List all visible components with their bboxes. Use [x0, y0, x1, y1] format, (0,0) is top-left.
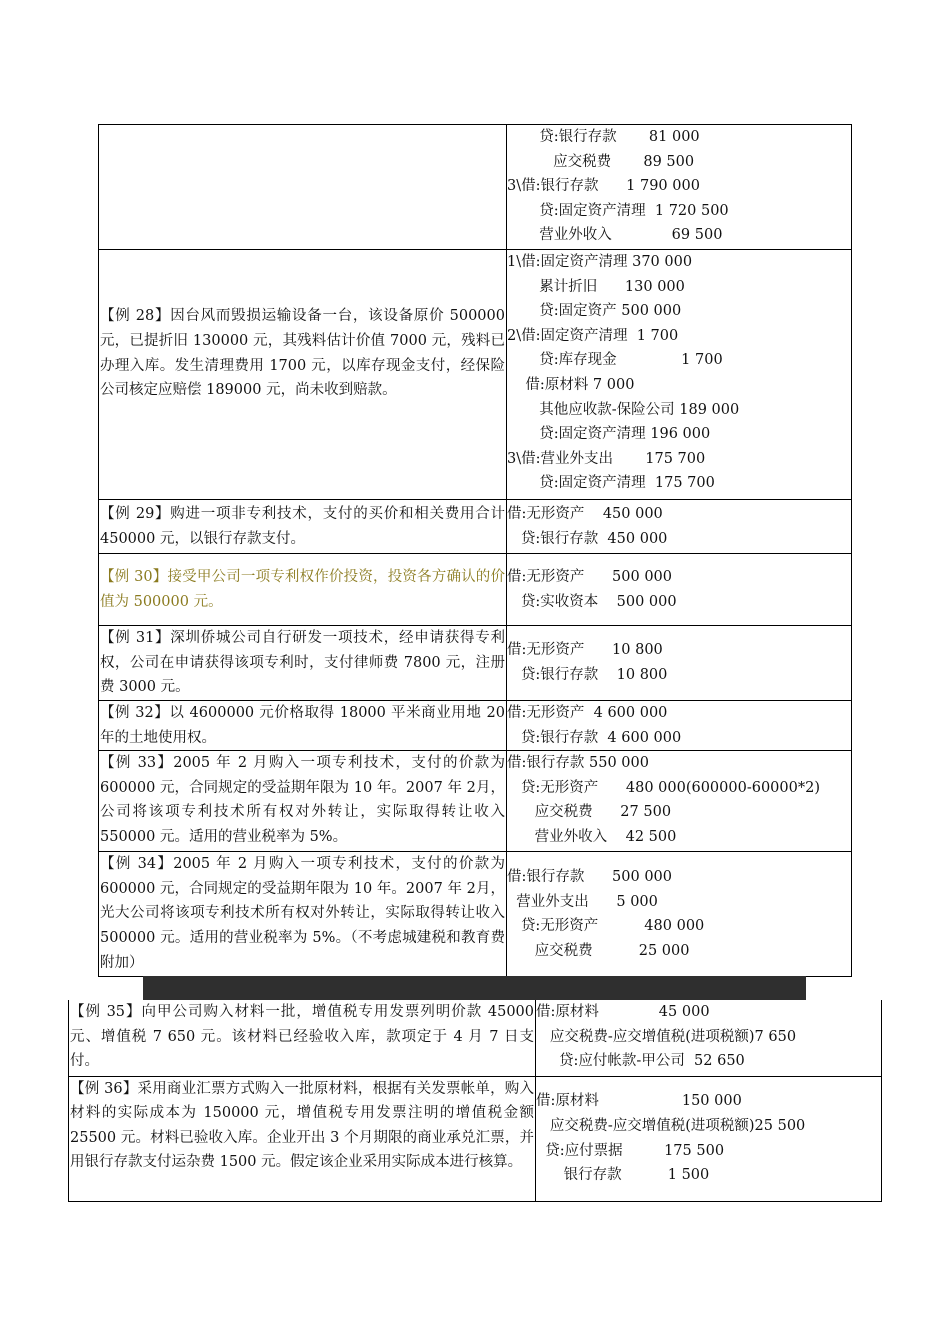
entry-line: 营业外收入 69 500: [507, 227, 723, 244]
entry-line: 借:无形资产 450 000: [507, 505, 663, 522]
question-cell: 【例 32】以 4600000 元价格取得 18000 平米商业用地 20年的土地使用权。: [99, 701, 507, 751]
entry-line: 累计折旧 130 000: [507, 278, 685, 295]
entry-line: 贷:应付票据 175 500: [536, 1142, 725, 1159]
entry-line: 贷:无形资产 480 000(600000-60000*2): [507, 779, 820, 796]
table-row: [99, 701, 852, 751]
page-divider-bar: [143, 976, 806, 1000]
journal-table-lower: [68, 1000, 882, 1202]
entry-line: 其他应收款-保险公司 189 000: [507, 401, 740, 418]
entry-line: 营业外支出 5 000: [507, 893, 658, 910]
entry-line: 营业外收入 42 500: [507, 828, 677, 845]
question-cell: [99, 250, 507, 500]
entry-line: 贷:银行存款 81 000: [507, 129, 700, 145]
entry-line: 贷:固定资产清理 1 720 500: [507, 202, 729, 219]
entry-line: 银行存款 1 500: [536, 1167, 710, 1184]
answer-cell: [507, 852, 852, 977]
entry-line: 2\借:固定资产清理 1 700: [507, 327, 679, 344]
entry-line: 应交税费 25 000: [507, 942, 690, 959]
entry-line: 贷:应付帐款-甲公司 52 650: [536, 1053, 745, 1070]
table-row: [99, 500, 852, 554]
answer-cell: [507, 751, 852, 852]
question-cell: 【例 36】采用商业汇票方式购入一批原材料，根据有关发票帐单，购入材料的实际成本为 150000 元，增值税专用发票注明的增值税金额 25500 元。材料已验收入库。企业开出 3 个月期限的商业承兑汇票，并用银行存款支付运杂费 1500 元。假定该企业采用实际成本进行核算。: [69, 1076, 536, 1201]
table-row: [69, 1076, 882, 1201]
question-cell: [99, 125, 507, 250]
table-row: [99, 250, 852, 500]
entry-line: 贷:库存现金 1 700: [507, 352, 723, 369]
entry-line: 应交税费-应交增值税(进项税额)7 650: [536, 1028, 797, 1045]
question-cell: 【例 35】向甲公司购入材料一批，增值税专用发票列明价款 45000元、增值税 7 650 元。该材料已经验收入库，款项定于 4 月 7 日支付。: [69, 1000, 536, 1076]
table-row: [99, 626, 852, 701]
answer-cell: [507, 626, 852, 701]
entry-line: 借:无形资产 4 600 000: [507, 705, 668, 721]
entry-line: 借:银行存款 550 000: [507, 755, 649, 772]
answer-cell: [536, 1076, 882, 1201]
entry-line: 借:原材料 45 000: [536, 1004, 710, 1020]
entry-line: 3\借:营业外支出 175 700: [507, 450, 706, 467]
question-cell: 【例 34】2005 年 2 月购入一项专利技术，支付的价款为600000 元，合同规定的受益期年限为 10 年。2007 年 2月，光大公司将该项专利技术所有权对外转让，实际取得转让收入 500000 元。适用的营业税率为 5%。（不考虑城建税和教育费附加）: [99, 852, 507, 977]
entry-line: 贷:固定资产 500 000: [507, 303, 682, 320]
entry-line: 借:原材料 150 000: [536, 1093, 742, 1110]
table-row: [99, 852, 852, 977]
entry-line: 贷:固定资产清理 196 000: [507, 426, 711, 443]
journal-table-upper: [98, 124, 852, 977]
entry-line: 应交税费 27 500: [507, 804, 672, 821]
answer-cell: [507, 250, 852, 500]
question-text: 【例 28】因台风而毁损运输设备一台，该设备原价 500000元，已提折旧 130000 元，其残料估计价值 7000 元，残料已办理入库。发生清理费用 1700 元，以库存现金支付，经保险公司核定应赔偿 189000 元，尚未收到赔款。: [100, 308, 505, 399]
question-cell: 【例 30】接受甲公司一项专利权作价投资，投资各方确认的价值为 500000 元。: [99, 554, 507, 626]
answer-cell: [507, 500, 852, 554]
answer-cell: [507, 554, 852, 626]
question-cell: 【例 31】深圳侨城公司自行研发一项技术，经申请获得专利权，公司在申请获得该项专利时，支付律师费 7800 元，注册费 3000 元。: [99, 626, 507, 701]
entry-line: 应交税费 89 500: [507, 153, 695, 170]
table-row: [99, 125, 852, 250]
table-row: [69, 1000, 882, 1076]
answer-cell: [507, 125, 852, 250]
entry-line: 贷:银行存款 4 600 000: [507, 729, 682, 746]
answer-cell: [536, 1000, 882, 1076]
entry-line: 1\借:固定资产清理 370 000: [507, 254, 693, 270]
answer-cell: [507, 701, 852, 751]
table-row: [99, 554, 852, 626]
entry-line: 贷:银行存款 10 800: [507, 667, 668, 683]
entry-line: 借:原材料 7 000: [507, 376, 635, 393]
entry-line: 借:无形资产 500 000: [507, 568, 673, 585]
question-cell: 【例 33】2005 年 2 月购入一项专利技术，支付的价款为600000 元，合同规定的受益期年限为 10 年。2007 年 2月，公司将该项专利技术所有权对外转让，实际取得转让收入 550000 元。适用的营业税率为 5%。: [99, 751, 507, 852]
entry-line: 应交税费-应交增值税(进项税额)25 500: [536, 1117, 806, 1134]
entry-line: 借:银行存款 500 000: [507, 869, 673, 885]
entry-line: 贷:实收资本 500 000: [507, 593, 677, 610]
entry-line: 贷:无形资产 480 000: [507, 918, 705, 935]
table-row: [99, 751, 852, 852]
question-cell: 【例 29】购进一项非专利技术，支付的买价和相关费用合计 450000 元，以银行存款支付。: [99, 500, 507, 554]
entry-line: 贷:固定资产清理 175 700: [507, 475, 715, 492]
entry-line: 贷:银行存款 450 000: [507, 530, 668, 547]
entry-line: 借:无形资产 10 800: [507, 642, 663, 659]
entry-line: 3\借:银行存款 1 790 000: [507, 178, 700, 195]
